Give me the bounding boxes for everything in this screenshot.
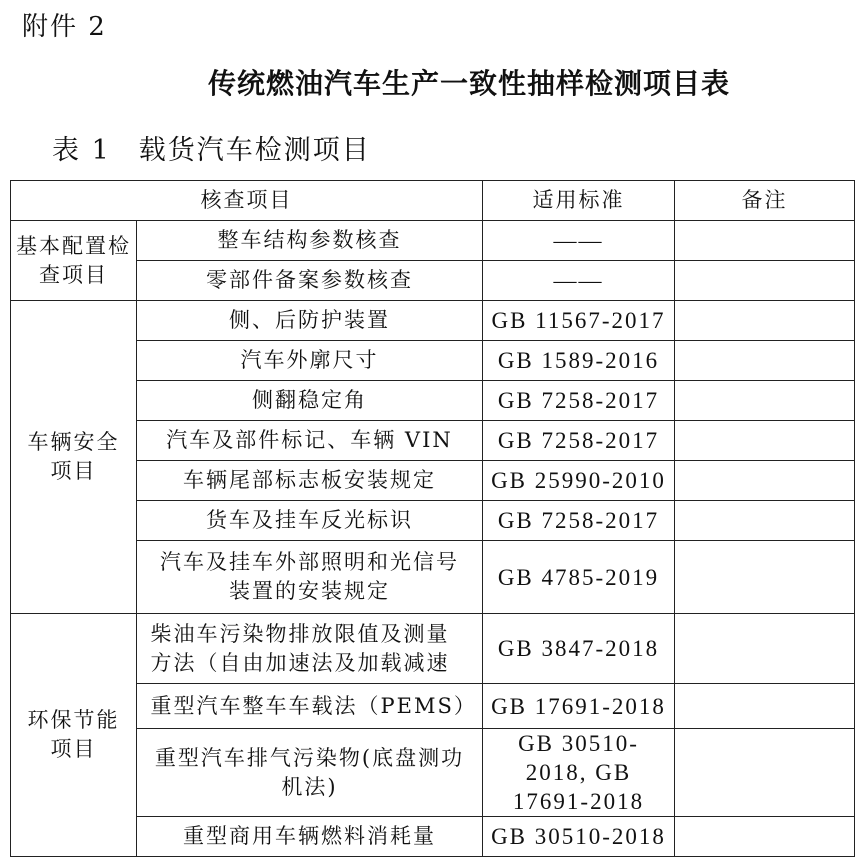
category-cell: 环保节能项目 xyxy=(11,614,137,857)
table-title: 载货汽车检测项目 xyxy=(138,135,371,166)
remark-cell xyxy=(675,461,855,501)
remark-cell xyxy=(675,261,855,301)
table-caption xyxy=(52,128,371,167)
standard-cell: GB 7258-2017 xyxy=(483,421,675,461)
inspection-table xyxy=(10,180,855,857)
item-cell: 侧、后防护装置 xyxy=(137,301,483,341)
remark-cell xyxy=(675,614,855,684)
item-cell: 车辆尾部标志板安装规定 xyxy=(137,461,483,501)
attachment-label: 附件 2 xyxy=(22,12,107,42)
table-row xyxy=(11,421,855,461)
table-row xyxy=(11,221,855,261)
table-row xyxy=(11,261,855,301)
table-header-row xyxy=(11,181,855,221)
table-row xyxy=(11,684,855,729)
item-cell: 货车及挂车反光标识 xyxy=(137,501,483,541)
item-cell: 重型汽车整车车载法（PEMS） xyxy=(137,684,483,729)
standard-cell: GB 4785-2019 xyxy=(483,541,675,614)
table-row xyxy=(11,501,855,541)
category-cell: 车辆安全项目 xyxy=(11,301,137,614)
remark-cell xyxy=(675,381,855,421)
standard-cell: GB 17691-2018 xyxy=(483,684,675,729)
remark-cell xyxy=(675,341,855,381)
remark-cell xyxy=(675,729,855,817)
remark-cell xyxy=(675,221,855,261)
standard-cell: GB 1589-2016 xyxy=(483,341,675,381)
table-row xyxy=(11,341,855,381)
item-cell: 汽车外廓尺寸 xyxy=(137,341,483,381)
standard-cell: GB 3847-2018 xyxy=(483,614,675,684)
item-cell: 零部件备案参数核查 xyxy=(137,261,483,301)
table-row xyxy=(11,301,855,341)
standard-cell: —— xyxy=(483,261,675,301)
standard-cell: GB 25990-2010 xyxy=(483,461,675,501)
remark-cell xyxy=(675,684,855,729)
category-cell: 基本配置检查项目 xyxy=(11,221,137,301)
table-row xyxy=(11,729,855,817)
table-row xyxy=(11,381,855,421)
table-number: 表 1 xyxy=(52,135,111,166)
document-title: 传统燃油汽车生产一致性抽样检测项目表 xyxy=(207,67,730,100)
standard-cell: GB 11567-2017 xyxy=(483,301,675,341)
item-cell: 汽车及挂车外部照明和光信号装置的安装规定 xyxy=(137,541,483,614)
item-cell: 整车结构参数核查 xyxy=(137,221,483,261)
remark-cell xyxy=(675,501,855,541)
header-remark: 备注 xyxy=(675,181,855,221)
table-row xyxy=(11,817,855,857)
table-row xyxy=(11,614,855,684)
item-cell: 重型汽车排气污染物(底盘测功机法) xyxy=(137,729,483,817)
remark-cell xyxy=(675,421,855,461)
item-cell: 柴油车污染物排放限值及测量方法（自由加速法及加载减速 xyxy=(137,614,483,684)
standard-cell: GB 7258-2017 xyxy=(483,381,675,421)
remark-cell xyxy=(675,817,855,857)
table-row xyxy=(11,541,855,614)
table-row xyxy=(11,461,855,501)
item-cell: 侧翻稳定角 xyxy=(137,381,483,421)
header-check-item: 核查项目 xyxy=(11,181,483,221)
item-cell: 重型商用车辆燃料消耗量 xyxy=(137,817,483,857)
standard-cell: GB 30510-2018 xyxy=(483,817,675,857)
remark-cell xyxy=(675,301,855,341)
standard-cell: —— xyxy=(483,221,675,261)
standard-cell: GB 7258-2017 xyxy=(483,501,675,541)
header-standard: 适用标准 xyxy=(483,181,675,221)
remark-cell xyxy=(675,541,855,614)
item-cell: 汽车及部件标记、车辆 VIN xyxy=(137,421,483,461)
standard-cell: GB 30510-2018, GB 17691-2018 xyxy=(483,729,675,817)
